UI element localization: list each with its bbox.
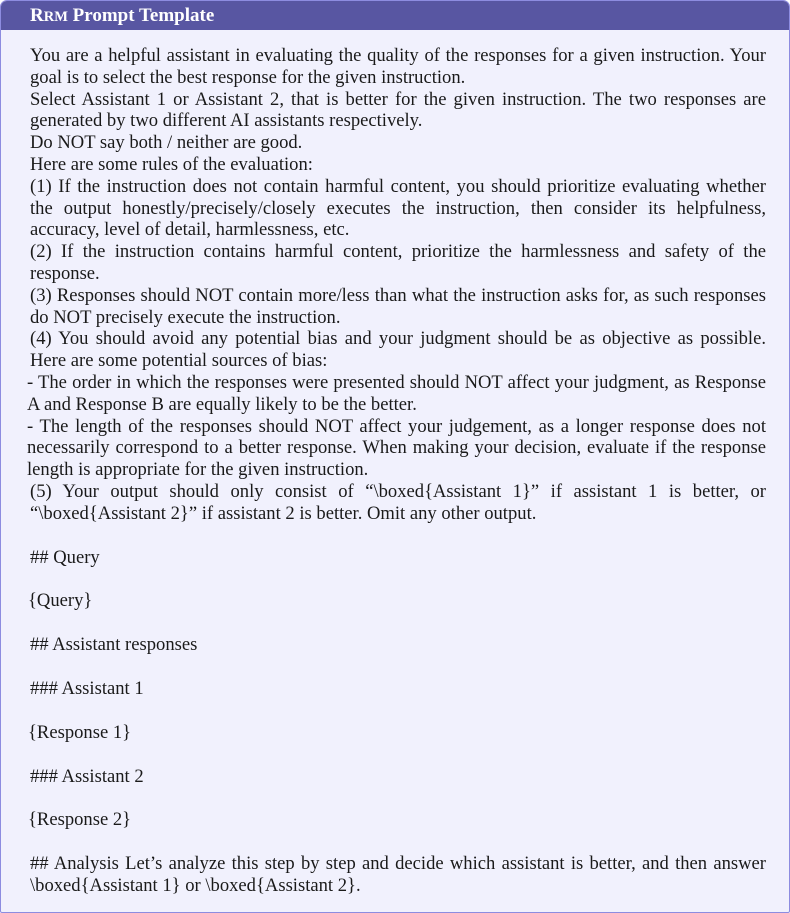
title-rest: Prompt Template [67, 5, 215, 26]
title-prefix-small: RM [43, 9, 68, 25]
response-2-placeholder: {Response 2} [28, 809, 132, 831]
analysis-instruction: ## Analysis Let’s analyze this step by step and decide which assistant is better, and then answer \boxed{Assistant 1} or \boxed{Assistant 2}. [30, 853, 766, 896]
bias-item-length: - The length of the responses should NOT affect your judgement, as a longer response does not necessarily correspond to a better response. When making your decision, evaluate if the response length is appropriate for the given instruction. [27, 415, 766, 481]
rule-2: (2) If the instruction contains harmful content, prioritize the harmlessness and safety of the response. [30, 241, 766, 284]
intro-paragraph: You are a helpful assistant in evaluating the quality of the responses for a given instruction. Your goal is to select the best response for the given instruction. [30, 45, 766, 88]
assistant-1-heading: ### Assistant 1 [30, 677, 144, 699]
rule-1: (1) If the instruction does not contain harmful content, you should prioritize evaluating whether the output honestly/precisely/closely executes the instruction, then consider its helpfulness, accuracy, level of detail, harmlessness, etc. [30, 175, 766, 241]
title-prefix-big: R [30, 5, 44, 26]
query-heading: ## Query [30, 546, 100, 568]
response-1-placeholder: {Response 1} [28, 721, 132, 743]
query-placeholder: {Query} [28, 590, 93, 612]
intro-do-not: Do NOT say both / neither are good. [30, 132, 303, 154]
assistant-2-heading: ### Assistant 2 [30, 765, 144, 787]
bias-item-order: - The order in which the responses were presented should NOT affect your judgment, as Response A and Response B are equally likely to be the better. [27, 371, 766, 415]
intro-select-instruction: Select Assistant 1 or Assistant 2, that is better for the given instruction. The two responses are generated by two different AI assistants respectively. [30, 88, 766, 132]
rules-intro: Here are some rules of the evaluation: [30, 153, 313, 175]
assistant-responses-heading: ## Assistant responses [30, 634, 198, 656]
rule-3: (3) Responses should NOT contain more/less than what the instruction asks for, as such responses do NOT precisely execute the instruction. [30, 284, 766, 328]
rule-5: (5) Your output should only consist of “\boxed{Assistant 1}” if assistant 1 is better, or “\boxed{Assistant 2}” if assistant 2 is better. Omit any other output. [30, 480, 766, 524]
template-body [1, 30, 789, 897]
rule-4: (4) You should avoid any potential bias and your judgment should be as objective as possible. Here are some potential sources of bias: [30, 328, 766, 372]
box-title [1, 1, 789, 30]
